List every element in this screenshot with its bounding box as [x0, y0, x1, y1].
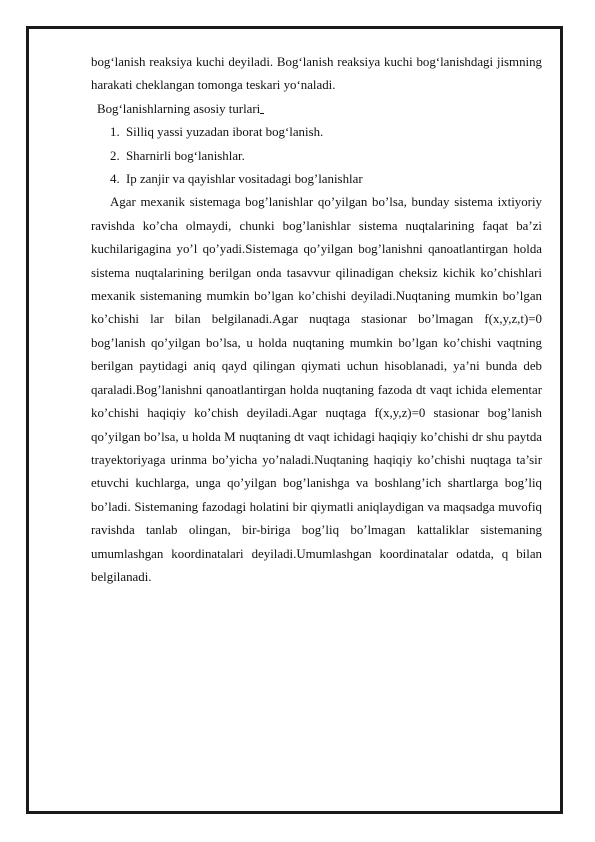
list-item	[91, 145, 542, 168]
heading-underline-mark	[260, 101, 264, 114]
list-item-text: Silliq yassi yuzadan iborat bog‘lanish.	[126, 125, 324, 140]
list-item-text: Sharnirli bog‘lanishlar.	[126, 148, 245, 163]
section-heading	[97, 98, 542, 121]
list-item	[91, 168, 542, 191]
heading-text: Bog‘lanishlarning asosiy turlari	[97, 101, 261, 116]
paragraph-reaction-force: bog‘lanish reaksiya kuchi deyiladi. Bog‘lanish reaksiya kuchi bog‘lanishdagi jismning harakati cheklangan tomonga teskari yo‘naladi.	[91, 55, 542, 93]
list-item-number: 1.	[110, 125, 120, 140]
document-body	[91, 51, 542, 589]
list-item	[91, 121, 542, 144]
list-item-text: Ip zanjir va qayishlar vositadagi bog’lanishlar	[126, 172, 363, 187]
constraint-types-list	[91, 121, 542, 191]
list-item-number: 2.	[110, 148, 120, 163]
paragraph-mechanical-system: Agar mexanik sistemaga bog’lanishlar qo’yilgan bo’lsa, bunday sistema ixtiyoriy ravishda ko’cha olmaydi, chunki bog’lanishlar sistema nuqtalarining faqat ba’zi kuchilarigagina yo’l qo’yadi.Sistemaga qo’yilgan bog’lanishni qanoatlantirgan holda sistema nuqtalarining berilgan onda tasavvur qilinadigan cheksiz kichik ko’chishlari mexanik sistemaning mumkin bo’lgan ko’chishi deyiladi.Nuqtaning mumkin bo’lgan ko’chishi lar bilan belgilanadi.Agar nuqtaga stasionar bo’lmagan f(x,y,z,t)=0 bog’lanish qo’yilgan bo’lsa, u holda nuqtaning mumkin bo’lgan ko’chishi vaqtning berilgan paytidagi aniq qayd qilingan qiymati uchun hisoblanadi, ya’ni bunda deb qaraladi.Bog’lanishni qanoatlantirgan holda nuqtaning fazoda dt vaqt ichida elementar ko’chishi haqiqiy ko’chish deyiladi.Agar nuqtaga f(x,y,z)=0 stasionar bog’lanish qo’yilgan bo’lsa, u holda M nuqtaning dt vaqt ichidagi haqiqiy ko’chishi dr shu paytda trayektoriyaga urinma bo’yicha yo’naladi.Nuqtaning haqiqiy ko’chishi nuqtaga ta’sir etuvchi kuchlarga, unga qo’yilgan bog’lanishga va boshlang’ich shartlarga bog’liq bo’ladi. Sistemaning fazodagi holatini bir qiymatli aniqlaydigan va maqsadga muvofiq ravishda tanlab olingan, bir-biriga bog’liq bo’lmagan kattaliklar sistemaning umumlashgan koordinatalari deyiladi.Umumlashgan koordinatalar odatda, q bilan belgilanadi.	[91, 195, 542, 584]
list-item-number: 4.	[110, 172, 120, 187]
